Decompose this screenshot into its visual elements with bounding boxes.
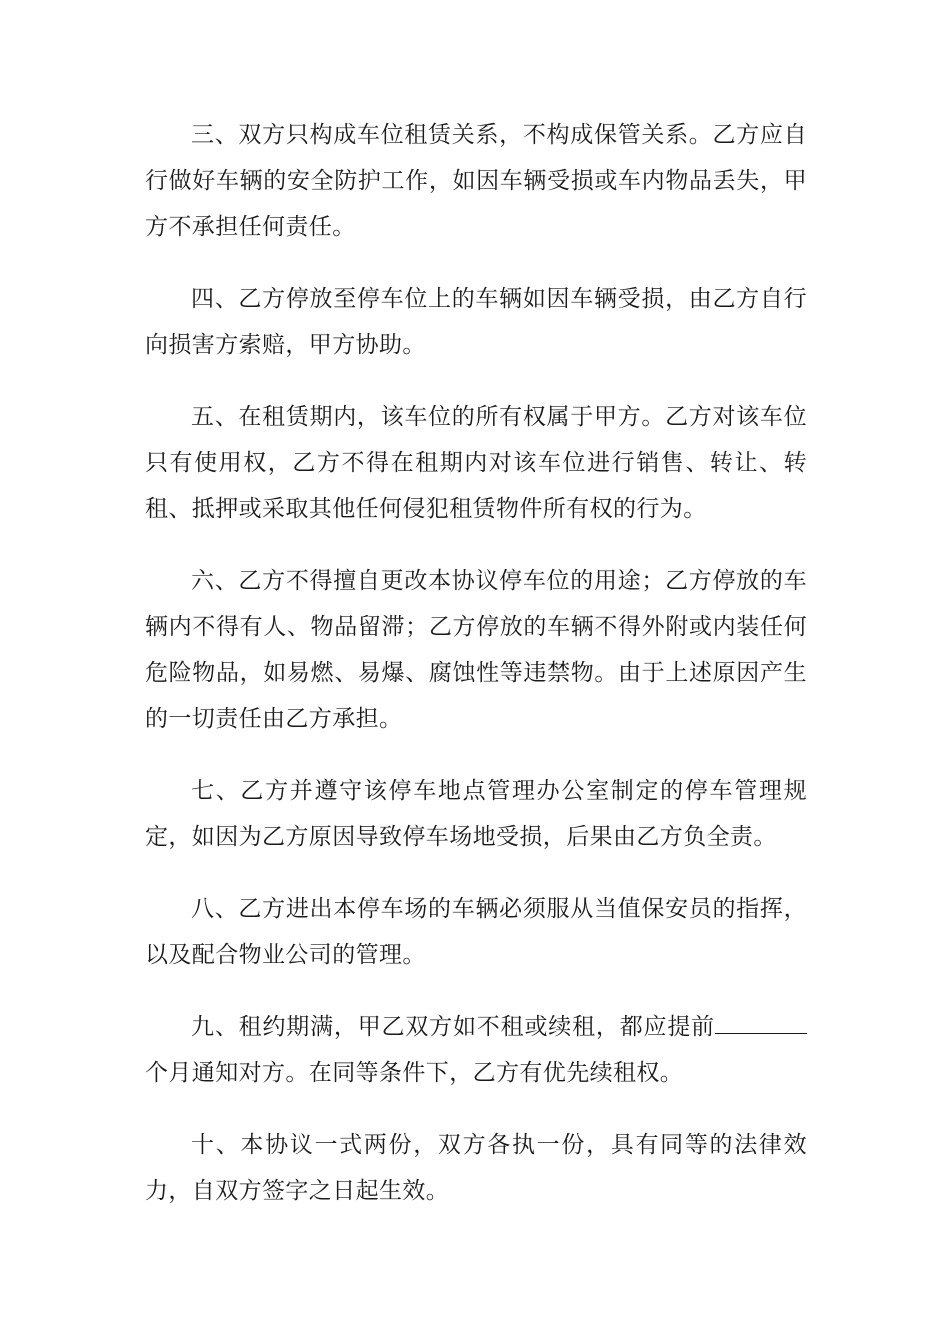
clause-6: 六、乙方不得擅自更改本协议停车位的用途；乙方停放的车辆内不得有人、物品留滞；乙方停放的车辆不得外附或内装任何危险物品，如易燃、易爆、腐蚀性等违禁物。由于上述原因产生的一切责任由乙方承担。 [145, 568, 807, 732]
clause-4: 四、乙方停放至停车位上的车辆如因车辆受损，由乙方自行向损害方索赔，甲方协助。 [145, 286, 807, 358]
clause-9-text-after-blank: 个月通知对方。在同等条件下，乙方有优先续租权。 [145, 1060, 684, 1086]
clause-5: 五、在租赁期内，该车位的所有权属于甲方。乙方对该车位只有使用权，乙方不得在租期内对该车位进行销售、转让、转租、抵押或采取其他任何侵犯租赁物件所有权的行为。 [145, 404, 807, 522]
clause-8: 八、乙方进出本停车场的车辆必须服从当值保安员的指挥，以及配合物业公司的管理。 [145, 896, 807, 968]
fill-in-blank [715, 1007, 807, 1034]
clause-9-text-before-blank: 九、租约期满，甲乙双方如不租或续租，都应提前 [191, 1014, 715, 1040]
clause-9 [145, 1004, 807, 1096]
clause-3: 三、双方只构成车位租赁关系，不构成保管关系。乙方应自行做好车辆的安全防护工作，如因车辆受损或车内物品丢失，甲方不承担任何责任。 [145, 122, 807, 240]
clause-7: 七、乙方并遵守该停车地点管理办公室制定的停车管理规定，如因为乙方原因导致停车场地受损，后果由乙方负全责。 [145, 778, 807, 850]
clause-10: 十、本协议一式两份，双方各执一份，具有同等的法律效力，自双方签字之日起生效。 [145, 1132, 807, 1204]
document-body [145, 112, 807, 1214]
